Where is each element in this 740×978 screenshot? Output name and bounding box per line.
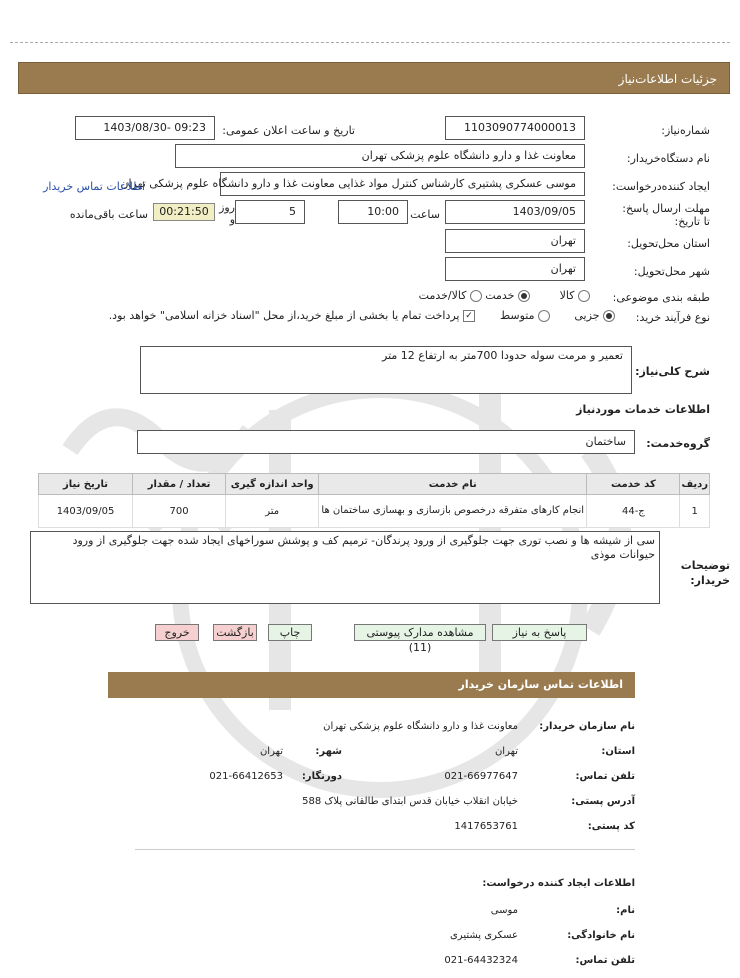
col-name: نام خدمت (319, 474, 587, 495)
view-docs-button[interactable]: مشاهده مدارک پیوستی (11) (354, 624, 486, 641)
days-field: 5 (235, 200, 305, 224)
creator-name: موسی (490, 905, 518, 916)
announce-field: 1403/08/30- 09:23 (75, 116, 215, 140)
cell-date: 1403/09/05 (39, 495, 133, 528)
announce-label: تاریخ و ساعت اعلان عمومی: (222, 124, 355, 137)
table-row (39, 495, 710, 528)
creator-info-title: اطلاعات ایجاد کننده درخواست: (482, 878, 635, 889)
contact-divider (135, 849, 635, 850)
col-code: کد خدمت (587, 474, 680, 495)
summary-field: تعمیر و مرمت سوله حدودا 700متر به ارتفاع 12 متر (140, 346, 632, 394)
exit-button[interactable]: خروج (155, 624, 199, 641)
contact-fax-label: دورنگار: (301, 771, 342, 782)
cell-name: انجام کارهای متفرقه درخصوص بازسازی و بهسازی ساختمان ها (319, 495, 587, 528)
deadline-date-field: 1403/09/05 (445, 200, 585, 224)
province-field: تهران (445, 229, 585, 253)
creator-family: عسکری پشتیری (449, 930, 518, 941)
remaining-label: ساعت باقی‌مانده (69, 208, 148, 221)
creator-family-label: نام خانوادگی: (567, 930, 635, 941)
category-option-both[interactable]: کالا/خدمت (419, 289, 482, 302)
contact-province: تهران (494, 746, 518, 757)
radio-minor[interactable] (603, 310, 615, 322)
contact-city: تهران (259, 746, 283, 757)
reply-button[interactable]: پاسخ به نیاز (492, 624, 587, 641)
cell-qty: 700 (133, 495, 226, 528)
city-field: تهران (445, 257, 585, 281)
print-button[interactable]: چاپ (268, 624, 312, 641)
creator-field: موسی عسکری پشتیری کارشناس کنترل مواد غذایی معاونت غذا و دارو دانشگاه علوم پزشکی تهران (220, 172, 585, 196)
cell-code: ج-44 (587, 495, 680, 528)
category-label: طبقه بندی موضوعی: (612, 291, 710, 304)
services-title: اطلاعات خدمات موردنیاز (576, 403, 710, 416)
summary-label: شرح کلی‌نیاز: (635, 365, 710, 378)
purchase-type-label: نوع فرآیند خرید: (635, 311, 710, 324)
table-header-row (39, 474, 710, 495)
back-button[interactable]: بازگشت (213, 624, 257, 641)
page-header (18, 62, 730, 94)
col-qty: تعداد / مقدار (133, 474, 226, 495)
need-number-label: شماره‌نیاز: (661, 124, 710, 137)
services-table (38, 473, 710, 528)
col-date: تاریخ نیاز (39, 474, 133, 495)
contact-phone-label: تلفن تماس: (575, 771, 635, 782)
creator-name-label: نام: (616, 905, 635, 916)
cell-row: 1 (680, 495, 710, 528)
contact-fax: 021-66412653 (209, 771, 283, 782)
category-option-service[interactable]: خدمت (485, 289, 530, 302)
service-group-field: ساختمان (137, 430, 635, 454)
col-row: ردیف (680, 474, 710, 495)
treasury-payment[interactable]: ✓ پرداخت تمام یا بخشی از مبلغ خرید،از محل "اسناد خزانه اسلامی" خواهد بود. (109, 309, 475, 322)
province-label: استان محل‌تحویل: (627, 237, 710, 250)
contact-postal-label: کد پستی: (587, 821, 635, 832)
contact-phone: 021-66977647 (444, 771, 518, 782)
deadline-time-field: 10:00 (338, 200, 408, 224)
category-option-goods[interactable]: کالا (560, 289, 590, 302)
deadline-label: مهلت ارسال پاسخ: تا تاریخ: (622, 202, 710, 228)
radio-service[interactable] (518, 290, 530, 302)
contact-org-label: نام سازمان خریدار: (539, 721, 635, 732)
buyer-org-label: نام دستگاه‌خریدار: (626, 152, 710, 165)
contact-city-label: شهر: (315, 746, 342, 757)
buyer-contact-link[interactable]: اطلاعات تماس خریدار (43, 180, 145, 193)
need-number-field: 1103090774000013 (445, 116, 585, 140)
radio-medium[interactable] (538, 310, 550, 322)
contact-org: معاونت غذا و دارو دانشگاه علوم پزشکی تهران (323, 721, 518, 732)
buyer-org-field: معاونت غذا و دارو دانشگاه علوم پزشکی تهران (175, 144, 585, 168)
days-label: روز و (219, 201, 235, 226)
contact-address: خیابان انقلاب خیابان قدس ابتدای طالقانی پلاک 588 (302, 796, 518, 807)
top-divider (10, 42, 730, 43)
remaining-timer: 00:21:50 (153, 203, 215, 221)
creator-phone: 021-64432324 (444, 955, 518, 966)
contact-postal: 1417653761 (454, 821, 518, 832)
purchase-option-minor[interactable]: جزیی (574, 309, 615, 322)
buyer-notes-label: توضیحات خریدار: (680, 559, 730, 587)
radio-both[interactable] (470, 290, 482, 302)
buyer-notes-field: سی از شیشه ها و نصب توری جهت جلوگیری از ورود پرندگان- ترمیم کف و پوشش سوراخهای ایجاد شده جهت جلوگیری از ورود حیوانات موذی (30, 531, 660, 604)
contact-province-label: استان: (601, 746, 635, 757)
radio-goods[interactable] (578, 290, 590, 302)
deadline-time-label: ساعت (410, 208, 440, 221)
service-group-label: گروه‌خدمت: (646, 437, 710, 450)
city-label: شهر محل‌تحویل: (633, 265, 710, 278)
page-title: جزئیات اطلاعات‌نیاز (618, 72, 717, 86)
col-unit: واحد اندازه گیری (226, 474, 319, 495)
contact-header: اطلاعات تماس سازمان خریدار (108, 672, 635, 698)
purchase-option-medium[interactable]: متوسط (500, 309, 550, 322)
checkbox-checked-icon[interactable]: ✓ (463, 310, 475, 322)
cell-unit: متر (226, 495, 319, 528)
contact-address-label: آدرس پستی: (571, 796, 635, 807)
creator-phone-label: تلفن تماس: (575, 955, 635, 966)
creator-label: ایجاد کننده‌درخواست: (612, 180, 710, 193)
